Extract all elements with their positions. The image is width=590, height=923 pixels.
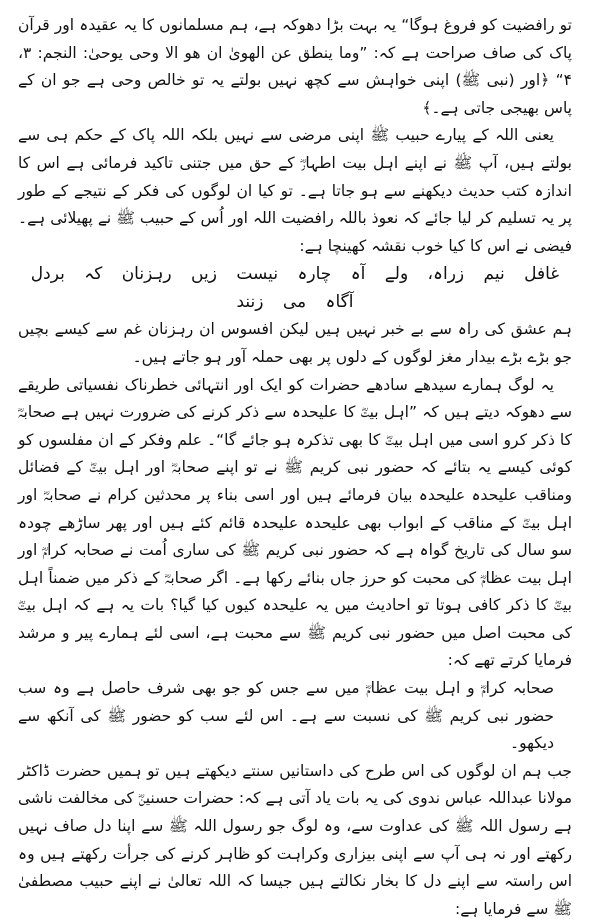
- paragraph-rafziyat-deception: تو رافضیت کو فروغ ہوگا“ یہ بہت بڑا دھوکہ ہے، ہم مسلمانوں کا یہ عقیدہ اور قرآن پاک کی صاف صراحت ہے کہ: ”وما ینطق عن الهویٰ ان هو الا وحی یوحیٰ: النجم: ۳، ۴“ ﴿اور (نبی ﷺ) اپنی خواہش سے کچھ نہیں بولتے یہ تو خالص وحی ہے جو ان کے پاس بھیجی جاتی ہے۔﴾: [18, 16, 572, 117]
- persian-verse: غافل نیم زراہ، ولے آہ چارہ نیست زیں رہزنان کہ بردل آگاہ می زنند: [30, 264, 560, 313]
- quote-sahaba-ahle-bait: صحابہ کرامؓ و اہل بیت عظامؓ میں سے جس کو جو بھی شرف حاصل ہے وہ سب حضور نبی کریم ﷺ کی نسبت سے ہے۔ اس لئے سب کو حضور ﷺ کی آنکھ سے دیکھو۔: [18, 679, 554, 753]
- paragraph-psychological-deception: یہ لوگ ہمارے سیدھے سادھے حضرات کو ایک اور انتہائی خطرناک نفسیاتی طریقے سے دھوکہ دیتے ہیں کہ ”اہل بیتؓ کا علیحدہ سے ذکر کرنے کی ضرورت نہیں ہے صحابہؓ کا ذکر کرو اسی میں اہل بیتؓ کا بھی تذکرہ ہو جائے گا“۔ علم وفکر کے ان مفلسوں کو کوئی کیسے یہ بتائے کہ حضور نبی کریم ﷺ نے تو اپنے صحابہؓ اور اہل بیتؓ کے فضائل ومناقب علیحدہ علیحدہ بیان فرمائے ہیں اور اسی بناء پر محدثین کرام نے صحابہؓ اور اہل بیتؓ کے مناقب کے ابواب بھی علیحدہ علیحدہ قائم کئے ہیں اور پھر ساڑھے چودہ سو سال کی تاریخ گواہ ہے کہ حضور نبی کریم ﷺ کی ساری اُمت نے صحابہ کرامؓ اور اہل بیت عظامؓ کی محبت کو حرز جاں بنائے رکھا ہے۔ اگر صحابہؓ کے ذکر میں ضمناً اہل بیتؓ کا ذکر کافی ہوتا تو احادیث میں یہ علیحدہ کیوں کیا گیا؟ بات یہ ہے کہ اہل بیتؓ کی محبت اصل میں حضور نبی کریم ﷺ سے محبت ہے، اسی لئے ہمارے پیر و مرشد فرمایا کرتے تھے کہ:: [18, 375, 572, 670]
- paragraph-verse-translation: ہم عشق کی راہ سے بے خبر نہیں ہیں لیکن افسوس ان رہزنان غم سے کیسے بچیں جو بڑے بڑے بیدار مغز لوگوں کے دلوں پر بھی حملہ آور ہو جاتے ہیں۔: [18, 320, 572, 366]
- paragraph-abdullah-abbas-nadvi: جب ہم ان لوگوں کی اس طرح کی داستانیں سنتے دیکھتے ہیں تو ہمیں حضرت ڈاکٹر مولانا عبداللہ عباس ندوی کی یہ بات یاد آتی ہے کہ: حضرات حسنینؓ کی مخالفت ناشی ہے رسول اللہ ﷺ کی عداوت سے، وہ لوگ جو رسول اللہ ﷺ سے اپنا دل صاف نہیں رکھتے اور نہ ہی آپ سے اپنی بیزاری وکراہت کو ظاہر کرنے کی جرأت رکھتے ہیں وہ اس راستہ سے اپنے دل کا بخار نکالتے ہیں جیسا کہ اللہ تعالیٰ نے اپنے حبیب مصطفیٰ ﷺ سے فرمایا ہے:: [18, 761, 572, 918]
- paragraph-hadith-emphasis: یعنی اللہ کے پیارے حبیب ﷺ اپنی مرضی سے نہیں بلکہ اللہ پاک کے حکم ہی سے بولتے ہیں، آپ ﷺ نے اپنے اہل بیت اطہارؓ کے حق میں جتنی تاکید فرمائی ہے اس کا اندازہ کتب حدیث دیکھنے سے ہو جاتا ہے۔ تو کیا ان لوگوں کی فکر کے نتیجے کے طور پر یہ تسلیم کر لیا جائے کہ نعوذ باللہ رافضیت اللہ اور اُس کے حبیب ﷺ نے پھیلائی ہے۔ فیضی نے اس کا کیا خوب نقشہ کھینچا ہے:: [18, 126, 572, 255]
